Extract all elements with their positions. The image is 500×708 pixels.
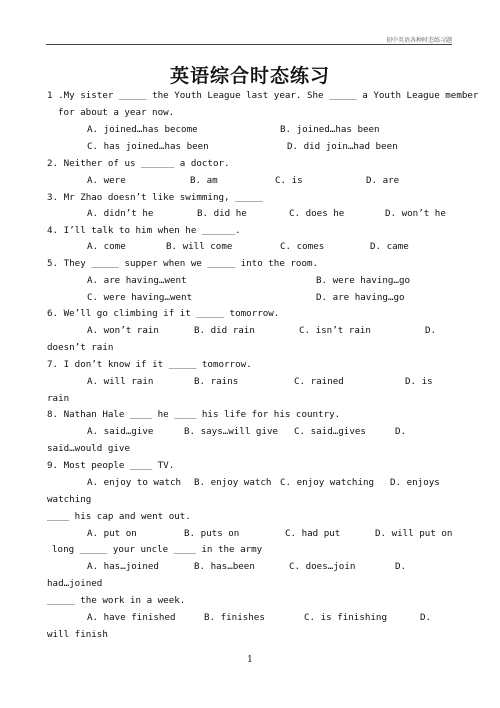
question-1-stem-continued: for about a year now. [58,107,175,118]
question-2-option-a: A. were [87,175,126,186]
question-8-stem: 8. Nathan Hale ____ he ____ his life for his country. [47,409,341,420]
question-12-option-c: C. is finishing [304,612,387,623]
question-7-option-d-text: rain [47,393,70,404]
question-4-option-b: B. will come [166,241,233,252]
question-5-option-b: B. were having…go [316,275,411,286]
question-10-option-c: C. had put [285,528,341,539]
question-9-option-a: A. enjoy to watch [87,477,182,488]
question-1-stem: 1 .My sister _____ the Youth League last year. She _____ a Youth League member [47,90,479,101]
question-12-option-b: B. finishes [204,612,265,623]
question-9-stem: 9. Most people ____ TV. [47,460,175,471]
question-4-option-a: A. come [87,241,126,252]
question-1-option-a: A. joined…has become [87,124,198,135]
question-4-stem: 4. I’ll talk to him when he ______. [47,225,241,236]
question-11-option-c: C. does…join [289,561,356,572]
question-10-option-b: B. puts on [184,528,240,539]
question-5-option-d: D. are having…go [316,292,405,303]
question-3-option-a: A. didn’t he [87,208,154,219]
question-11-option-d-text: had…joined [47,578,103,589]
question-10-option-a: A. put on [87,528,137,539]
question-4-option-d: D. came [370,241,409,252]
question-11-option-b: B. has…been [194,561,255,572]
question-3-stem: 3. Mr Zhao doesn’t like swimming, _____ [47,192,263,203]
question-7-option-a: A. will rain [87,376,154,387]
page-title: 英语综合时态练习 [169,65,330,87]
question-3-option-c: C. does he [289,208,345,219]
question-7-stem: 7. I don’t know if it _____ tomorrow. [47,359,252,370]
question-11-option-a: A. has…joined [87,561,159,572]
header-rule [46,44,452,45]
question-10-option-d: D. will put on [375,528,453,539]
question-6-option-c: C. isn’t rain [299,325,371,336]
question-9-option-b: B. enjoy watch [194,477,272,488]
question-11-option-d: D. [395,561,407,572]
question-9-option-d: D. enjoys [390,477,440,488]
question-9-option-c: C. enjoy watching [280,477,375,488]
question-2-option-b: B. am [190,175,218,186]
question-6-option-b: B. did rain [194,325,255,336]
question-10-stem: ____ his cap and went out. [47,511,191,522]
question-7-option-d: D. is [405,376,433,387]
question-2-stem: 2. Neither of us ______ a doctor. [47,158,230,169]
question-8-option-d-text: said…would give [47,443,130,454]
question-11-stem: long _____ your uncle ____ in the army [52,544,263,555]
question-1-option-d: D. did join…had been [287,141,398,152]
question-6-option-d-text: doesn’t rain [47,342,114,353]
question-5-option-a: A. are having…went [87,275,187,286]
question-2-option-d: D. are [366,175,400,186]
question-7-option-c: C. rained [294,376,344,387]
question-1-option-c: C. has joined…has been [87,141,209,152]
question-2-option-c: C. is [275,175,303,186]
question-8-option-d: D. [395,426,407,437]
question-6-option-a: A. won’t rain [87,325,159,336]
question-4-option-c: C. comes [280,241,325,252]
question-1-option-b: B. joined…has been [280,124,380,135]
question-8-option-a: A. said…give [87,426,154,437]
question-5-stem: 5. They _____ supper when we _____ into the room. [47,258,319,269]
question-9-option-d-text: watching [47,494,92,505]
running-head: 初中英语各种时态练习题 [385,37,452,44]
question-5-option-c: C. were having…went [87,292,193,303]
question-8-option-b: B. says…will give [184,426,279,437]
question-12-stem: _____ the work in a week. [47,595,186,606]
page-number: 1 [247,655,253,665]
question-3-option-b: B. did he [197,208,247,219]
question-8-option-c: C. said…gives [294,426,366,437]
question-12-option-a: A. have finished [87,612,176,623]
question-7-option-b: B. rains [194,376,239,387]
question-6-option-d: D. [425,325,437,336]
question-3-option-d: D. won’t he [385,208,446,219]
question-6-stem: 6. We’ll go climbing if it _____ tomorrow. [47,308,280,319]
question-12-option-d-text: will finish [47,629,108,640]
question-12-option-d: D. [420,612,432,623]
